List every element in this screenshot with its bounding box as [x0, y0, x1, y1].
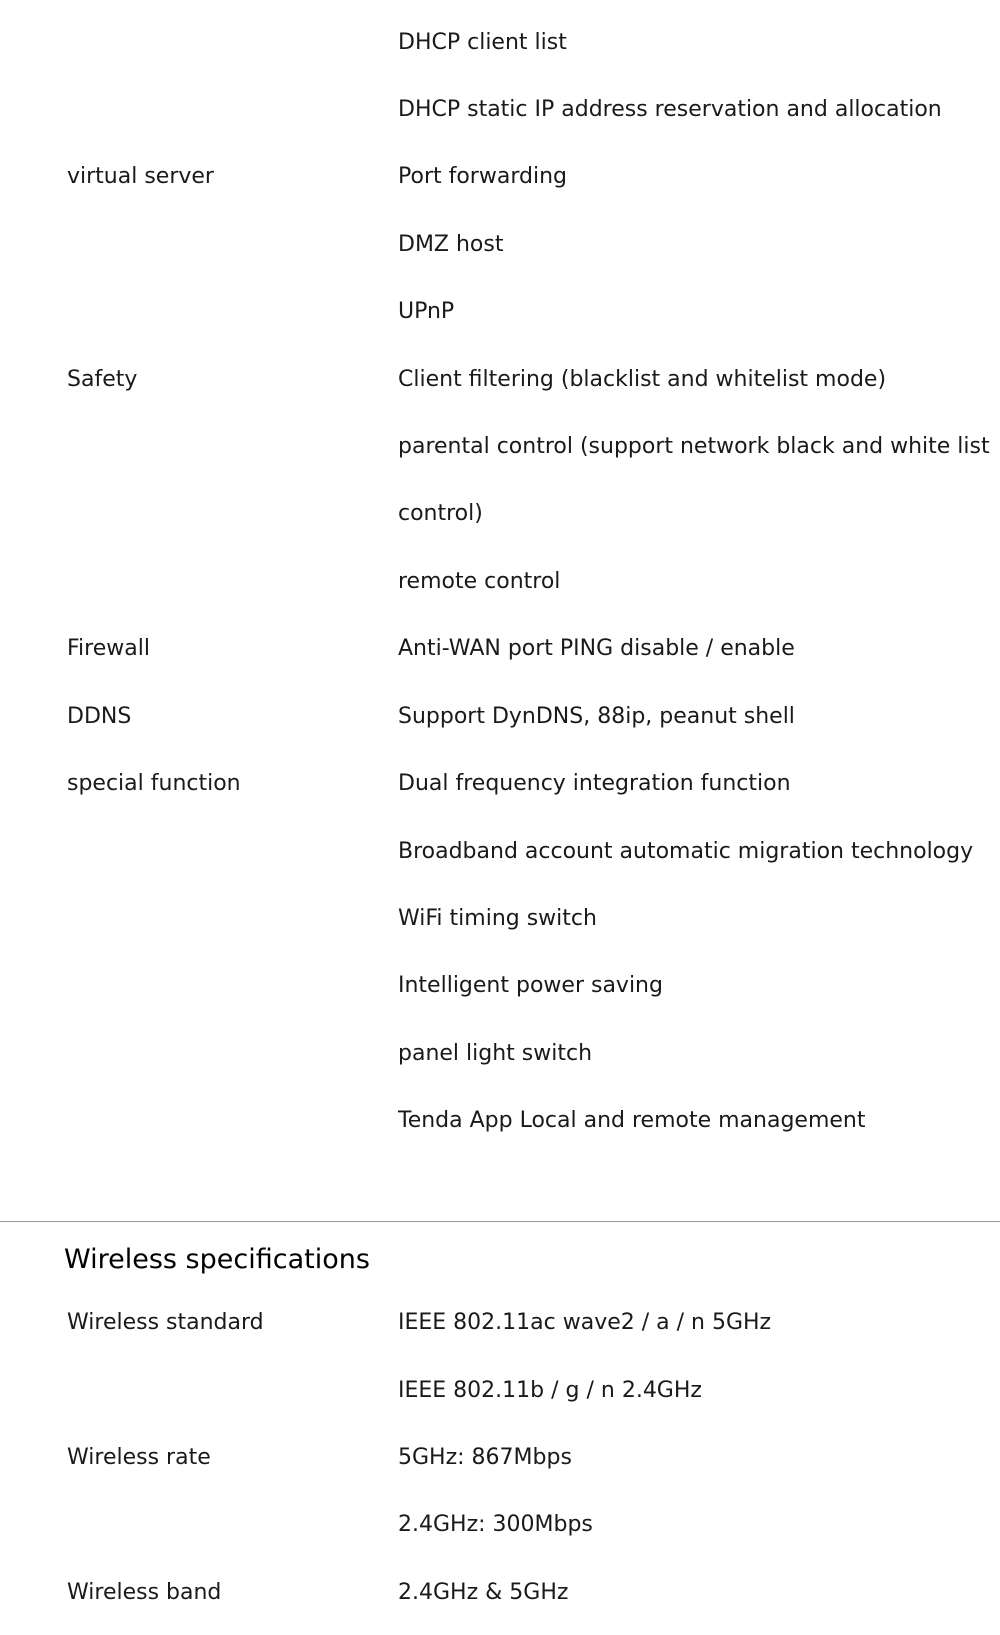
spec-value: 2.4GHz: 300Mbps — [398, 1512, 593, 1537]
spec-row — [0, 629, 1000, 669]
spec-value: Broadband account automatic migration technology — [398, 839, 974, 864]
spec-value: Dual frequency integration function — [398, 771, 791, 796]
spec-row — [0, 1101, 1000, 1141]
spec-row — [0, 1034, 1000, 1074]
spec-label: Wireless rate — [67, 1445, 211, 1470]
spec-label: Wireless standard — [67, 1310, 264, 1335]
spec-row — [0, 562, 1000, 602]
spec-value: panel light switch — [398, 1041, 593, 1066]
spec-value: remote control — [398, 569, 561, 594]
section-divider — [0, 1221, 1000, 1222]
spec-value: IEEE 802.11b / g / n 2.4GHz — [398, 1378, 702, 1403]
spec-row — [0, 899, 1000, 939]
spec-value: Client filtering (blacklist and whitelist mode) — [398, 367, 887, 392]
spec-value: UPnP — [398, 299, 455, 324]
spec-row — [0, 90, 1000, 130]
spec-row — [0, 1371, 1000, 1411]
spec-row — [0, 292, 1000, 332]
spec-value: DHCP static IP address reservation and allocation — [398, 97, 942, 122]
spec-value: parental control (support network black and white list — [398, 434, 990, 459]
spec-row — [0, 1438, 1000, 1478]
section-title: Wireless specifications — [64, 1244, 370, 1275]
spec-row — [0, 157, 1000, 197]
spec-row — [0, 427, 1000, 467]
spec-row — [0, 832, 1000, 872]
spec-value: Anti-WAN port PING disable / enable — [398, 636, 795, 661]
spec-value: control) — [398, 501, 483, 526]
spec-value: Tenda App Local and remote management — [398, 1108, 866, 1133]
spec-label: virtual server — [67, 164, 214, 189]
spec-value: IEEE 802.11ac wave2 / a / n 5GHz — [398, 1310, 772, 1335]
spec-row — [0, 697, 1000, 737]
spec-value: 5GHz: 867Mbps — [398, 1445, 572, 1470]
spec-label: Firewall — [67, 636, 150, 661]
spec-row — [0, 225, 1000, 265]
spec-row — [0, 360, 1000, 400]
spec-row — [0, 1505, 1000, 1545]
spec-row — [0, 966, 1000, 1006]
spec-row — [0, 23, 1000, 63]
spec-label: DDNS — [67, 704, 132, 729]
spec-value: DHCP client list — [398, 30, 567, 55]
spec-value: Port forwarding — [398, 164, 567, 189]
spec-value: 2.4GHz & 5GHz — [398, 1580, 569, 1605]
spec-label: Wireless band — [67, 1580, 222, 1605]
spec-row — [0, 764, 1000, 804]
spec-value: Support DynDNS, 88ip, peanut shell — [398, 704, 795, 729]
spec-value: WiFi timing switch — [398, 906, 597, 931]
spec-value: DMZ host — [398, 232, 504, 257]
spec-row — [0, 1303, 1000, 1343]
spec-label: Safety — [67, 367, 138, 392]
spec-row — [0, 1573, 1000, 1613]
spec-value: Intelligent power saving — [398, 973, 663, 998]
spec-label: special function — [67, 771, 241, 796]
spec-row — [0, 494, 1000, 534]
